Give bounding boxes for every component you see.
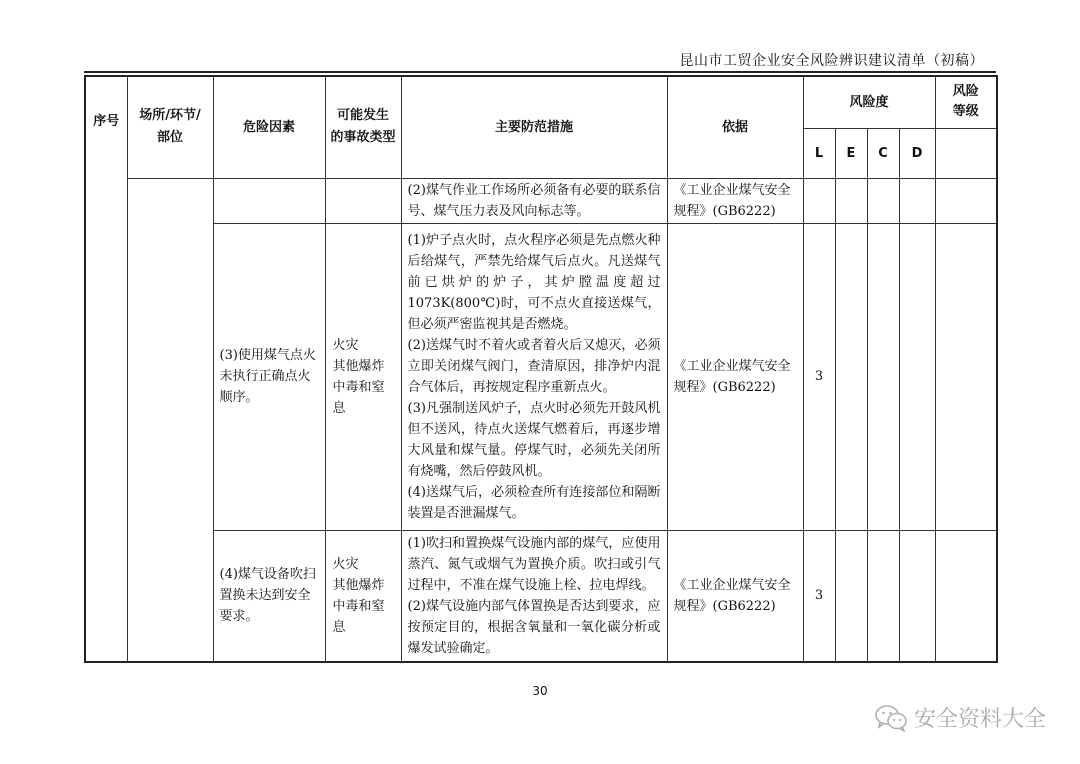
basis-cell: 《工业企业煤气安全规程》(GB6222) (667, 530, 803, 662)
L-cell: 3 (803, 223, 835, 530)
header-risk-degree: 风险度 (803, 76, 935, 128)
hazard-cell (213, 178, 325, 223)
header-L: L (803, 128, 835, 178)
E-cell (835, 530, 867, 662)
basis-cell: 《工业企业煤气安全规程》(GB6222) (667, 178, 803, 223)
page-number: 30 (532, 684, 548, 698)
measures-cell: (1)吹扫和置换煤气设施内部的煤气，应使用蒸汽、氮气或烟气为置换介质。吹扫或引气过程中，不准在煤气设施上栓、拉电焊线。 (2)煤气设施内部气体置换是否达到要求，应按预定目的，根据含氧量和一氧化碳分析或爆发试验确定。 (401, 530, 667, 662)
level-cell (935, 223, 997, 530)
header-rule (84, 71, 996, 73)
L-cell: 3 (803, 530, 835, 662)
header-measures: 主要防范措施 (401, 76, 667, 178)
header-hazard: 危险因素 (213, 76, 325, 178)
level-cell (935, 530, 997, 662)
hazard-cell: (3)使用煤气点火未执行正确点火顺序。 (213, 223, 325, 530)
header-location: 场所/环节/ 部位 (127, 76, 213, 178)
measures-cell: (2)煤气作业工作场所必须备有必要的联系信号、煤气压力表及风向标志等。 (401, 178, 667, 223)
watermark-text: 安全资料大全 (913, 707, 1046, 732)
D-cell (899, 223, 935, 530)
D-cell (899, 530, 935, 662)
location-cell (127, 178, 213, 662)
header-accident-type: 可能发生 的事故类型 (325, 76, 401, 178)
risk-table (84, 75, 998, 663)
header-D: D (899, 128, 935, 178)
E-cell (835, 223, 867, 530)
basis-cell: 《工业企业煤气安全规程》(GB6222) (667, 223, 803, 530)
accident-cell: 火灾 其他爆炸 中毒和窒息 (325, 530, 401, 662)
header-seq: 序号 (85, 76, 127, 662)
C-cell (867, 530, 899, 662)
wechat-icon (874, 704, 908, 732)
L-cell (803, 178, 835, 223)
E-cell (835, 178, 867, 223)
C-cell (867, 223, 899, 530)
table-row (85, 178, 997, 223)
header-row-top (85, 76, 997, 128)
header-level-blank (935, 128, 997, 178)
C-cell (867, 178, 899, 223)
table-row (85, 223, 997, 530)
header-C: C (867, 128, 899, 178)
header-risk-level: 风险 等级 (935, 76, 997, 128)
D-cell (899, 178, 935, 223)
level-cell (935, 178, 997, 223)
accident-cell (325, 178, 401, 223)
header-E: E (835, 128, 867, 178)
accident-cell: 火灾 其他爆炸 中毒和窒息 (325, 223, 401, 530)
document-header: 昆山市工贸企业安全风险辨识建议清单（初稿） (679, 53, 984, 69)
watermark (874, 702, 1046, 733)
table-row (85, 530, 997, 662)
measures-cell: (1)炉子点火时，点火程序必须是先点燃火种后给煤气，严禁先给煤气后点火。凡送煤气前已烘炉的炉子，其炉膛温度超过1073K(800℃)时，可不点火直接送煤气，但必须严密监视其是否燃烧。 (2)送煤气时不着火或者着火后又熄灭，必须立即关闭煤气阀门，查清原因，排净炉内混合气体后，再按规定程序重新点火。 (3)凡强制送风炉子，点火时必须先开鼓风机但不送风，待点火送煤气燃着后，再逐步增大风量和煤气量。停煤气时，必须先关闭所有烧嘴，然后停鼓风机。 (4)送煤气后，必须检查所有连接部位和隔断装置是否泄漏煤气。 (401, 223, 667, 530)
header-basis: 依据 (667, 76, 803, 178)
hazard-cell: (4)煤气设备吹扫置换未达到安全要求。 (213, 530, 325, 662)
